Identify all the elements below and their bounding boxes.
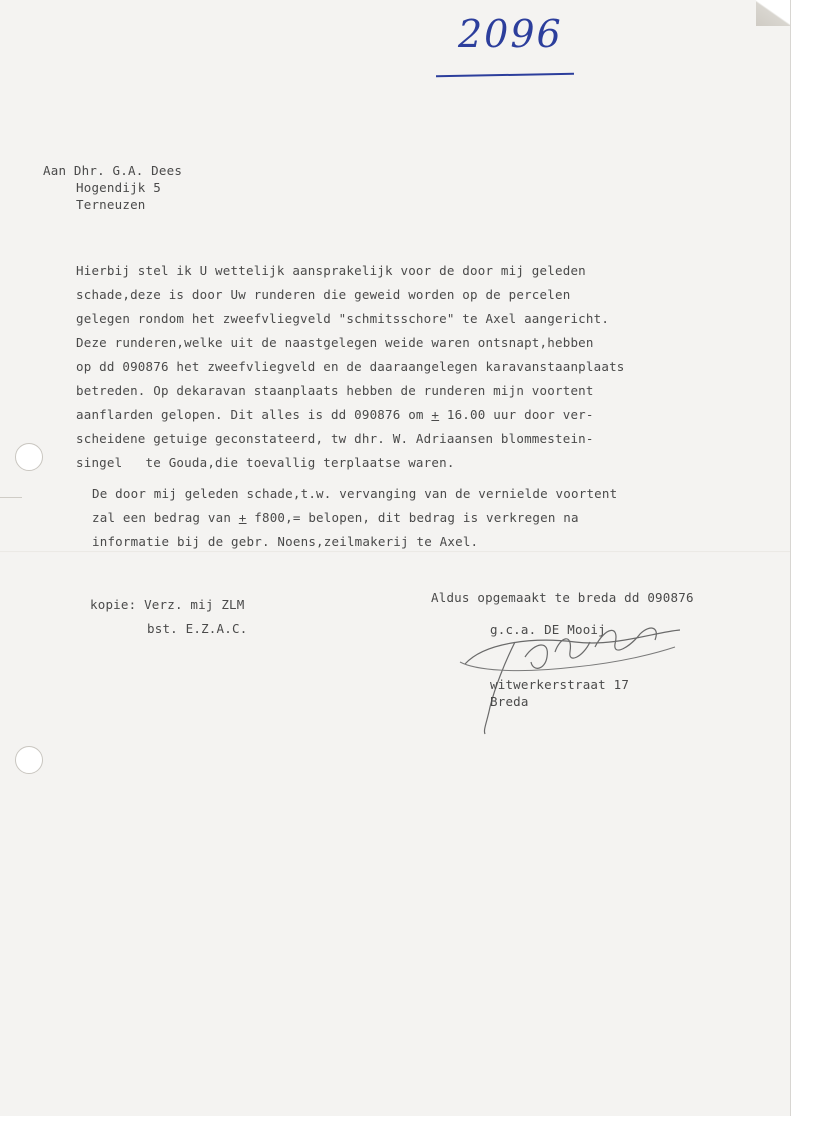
plus-minus-sign: +	[431, 407, 440, 422]
sender-city: Breda	[490, 694, 529, 709]
damage-line-2-text: zal een bedrag van	[92, 510, 239, 525]
body-line: Hierbij stel ik U wettelijk aansprakelijk voor de door mij geleden	[76, 263, 586, 278]
plus-minus-sign: +	[238, 510, 247, 525]
reference-underline	[436, 73, 574, 77]
body-line: betreden. Op dekaravan staanplaats hebben de runderen mijn voortent	[76, 383, 594, 398]
damage-amount-text: f800,= belopen, dit bedrag is verkregen na	[246, 510, 579, 525]
body-line: scheidene getuige geconstateerd, tw dhr. W. Adriaansen blommestein-	[76, 431, 594, 446]
punch-hole-top	[15, 443, 43, 471]
body-line: gelegen rondom het zweefvliegveld "schmitsschore" te Axel aangericht.	[76, 311, 610, 326]
folded-corner	[756, 0, 790, 26]
fold-mark	[0, 497, 22, 498]
recipient-line-3: Terneuzen	[76, 197, 146, 212]
damage-line-2	[92, 510, 579, 526]
body-line	[76, 407, 594, 423]
paper-fold-line	[0, 551, 790, 553]
handwritten-reference-number: 2096	[458, 12, 563, 56]
body-line: schade,deze is door Uw runderen die geweid worden op de percelen	[76, 287, 571, 302]
copy-line-1: kopie: Verz. mij ZLM	[90, 597, 245, 612]
body-line: Deze runderen,welke uit de naastgelegen weide waren ontsnapt,hebben	[76, 335, 594, 350]
punch-hole-bottom	[15, 746, 43, 774]
sender-name: g.c.a. DE Mooij	[490, 622, 606, 637]
place-date-line: Aldus opgemaakt te breda dd 090876	[431, 590, 694, 605]
recipient-line-1: Aan Dhr. G.A. Dees	[43, 163, 183, 178]
body-line: singel te Gouda,die toevallig terplaatse waren.	[76, 455, 455, 470]
recipient-line-2: Hogendijk 5	[76, 180, 161, 195]
body-line-time: 16.00 uur door ver-	[439, 407, 594, 422]
sender-street: witwerkerstraat 17	[490, 677, 630, 692]
body-line: op dd 090876 het zweefvliegveld en de daaraangelegen karavanstaanplaats	[76, 359, 625, 374]
copy-line-2: bst. E.Z.A.C.	[147, 621, 248, 636]
damage-line-3: informatie bij de gebr. Noens,zeilmakerij te Axel.	[92, 534, 479, 549]
body-line-text: aanflarden gelopen. Dit alles is dd 090876 om	[76, 407, 424, 422]
damage-line-1: De door mij geleden schade,t.w. vervanging van de vernielde voortent	[92, 486, 618, 501]
